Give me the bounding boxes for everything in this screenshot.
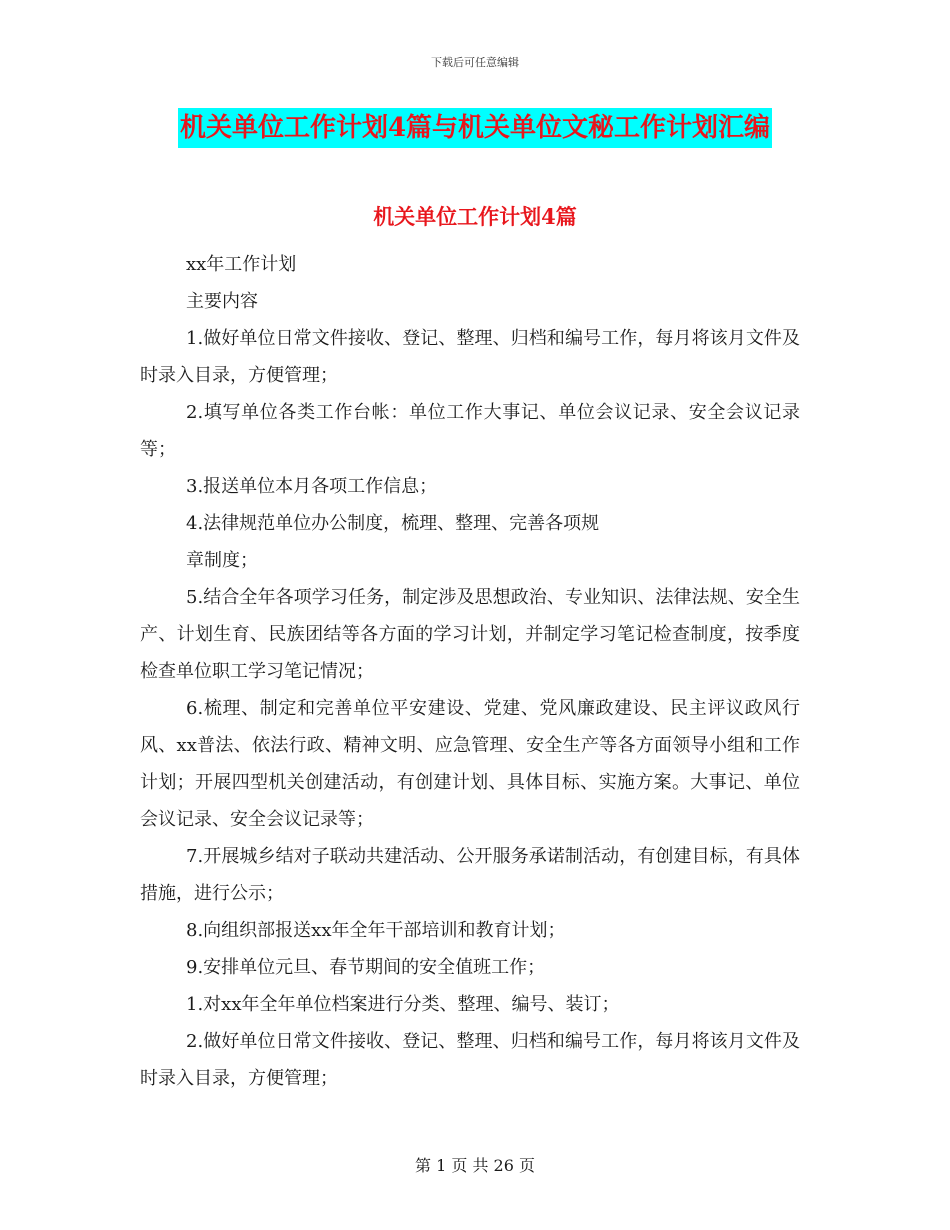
paragraph: xx年工作计划 <box>186 254 297 275</box>
paragraph: 7.开展城乡结对子联动共建活动、公开服务承诺制活动，有创建目标，有具体措施，进行公示； <box>140 846 800 904</box>
document-title-wrap <box>0 108 950 148</box>
document-title: 机关单位工作计划4篇与机关单位文秘工作计划汇编 <box>178 108 772 148</box>
paragraph: 9.安排单位元旦、春节期间的安全值班工作； <box>186 957 546 978</box>
paragraph: 1.对xx年全年单位档案进行分类、整理、编号、装订； <box>186 994 620 1015</box>
paragraph: 4.法律规范单位办公制度，梳理、整理、完善各项规 <box>186 513 600 534</box>
paragraph: 5.结合全年各项学习任务，制定涉及思想政治、专业知识、法律法规、安全生产、计划生育、民族团结等各方面的学习计划，并制定学习笔记检查制度，按季度检查单位职工学习笔记情况； <box>140 587 800 682</box>
paragraph: 主要内容 <box>186 291 258 312</box>
paragraph: 2.填写单位各类工作台帐：单位工作大事记、单位会议记录、安全会议记录等； <box>140 402 800 460</box>
paragraph: 3.报送单位本月各项工作信息； <box>186 476 438 497</box>
document-body <box>140 246 800 1097</box>
paragraph: 2.做好单位日常文件接收、登记、整理、归档和编号工作，每月将该月文件及时录入目录，方便管理； <box>140 1031 800 1089</box>
paragraph: 章制度； <box>186 550 258 571</box>
paragraph: 1.做好单位日常文件接收、登记、整理、归档和编号工作，每月将该月文件及时录入目录，方便管理； <box>140 328 800 386</box>
paragraph: 8.向组织部报送xx年全年干部培训和教育计划； <box>186 920 566 941</box>
page-number: 第 1 页 共 26 页 <box>415 1156 535 1175</box>
document-subtitle: 机关单位工作计划4篇 <box>373 204 577 229</box>
paragraph: 6.梳理、制定和完善单位平安建设、党建、党风廉政建设、民主评议政风行风、xx普法、依法行政、精神文明、应急管理、安全生产等各方面领导小组和工作计划；开展四型机关创建活动，有创建计划、具体目标、实施方案。大事记、单位会议记录、安全会议记录等； <box>140 698 800 830</box>
page-header-note: 下载后可任意编辑 <box>431 56 519 69</box>
